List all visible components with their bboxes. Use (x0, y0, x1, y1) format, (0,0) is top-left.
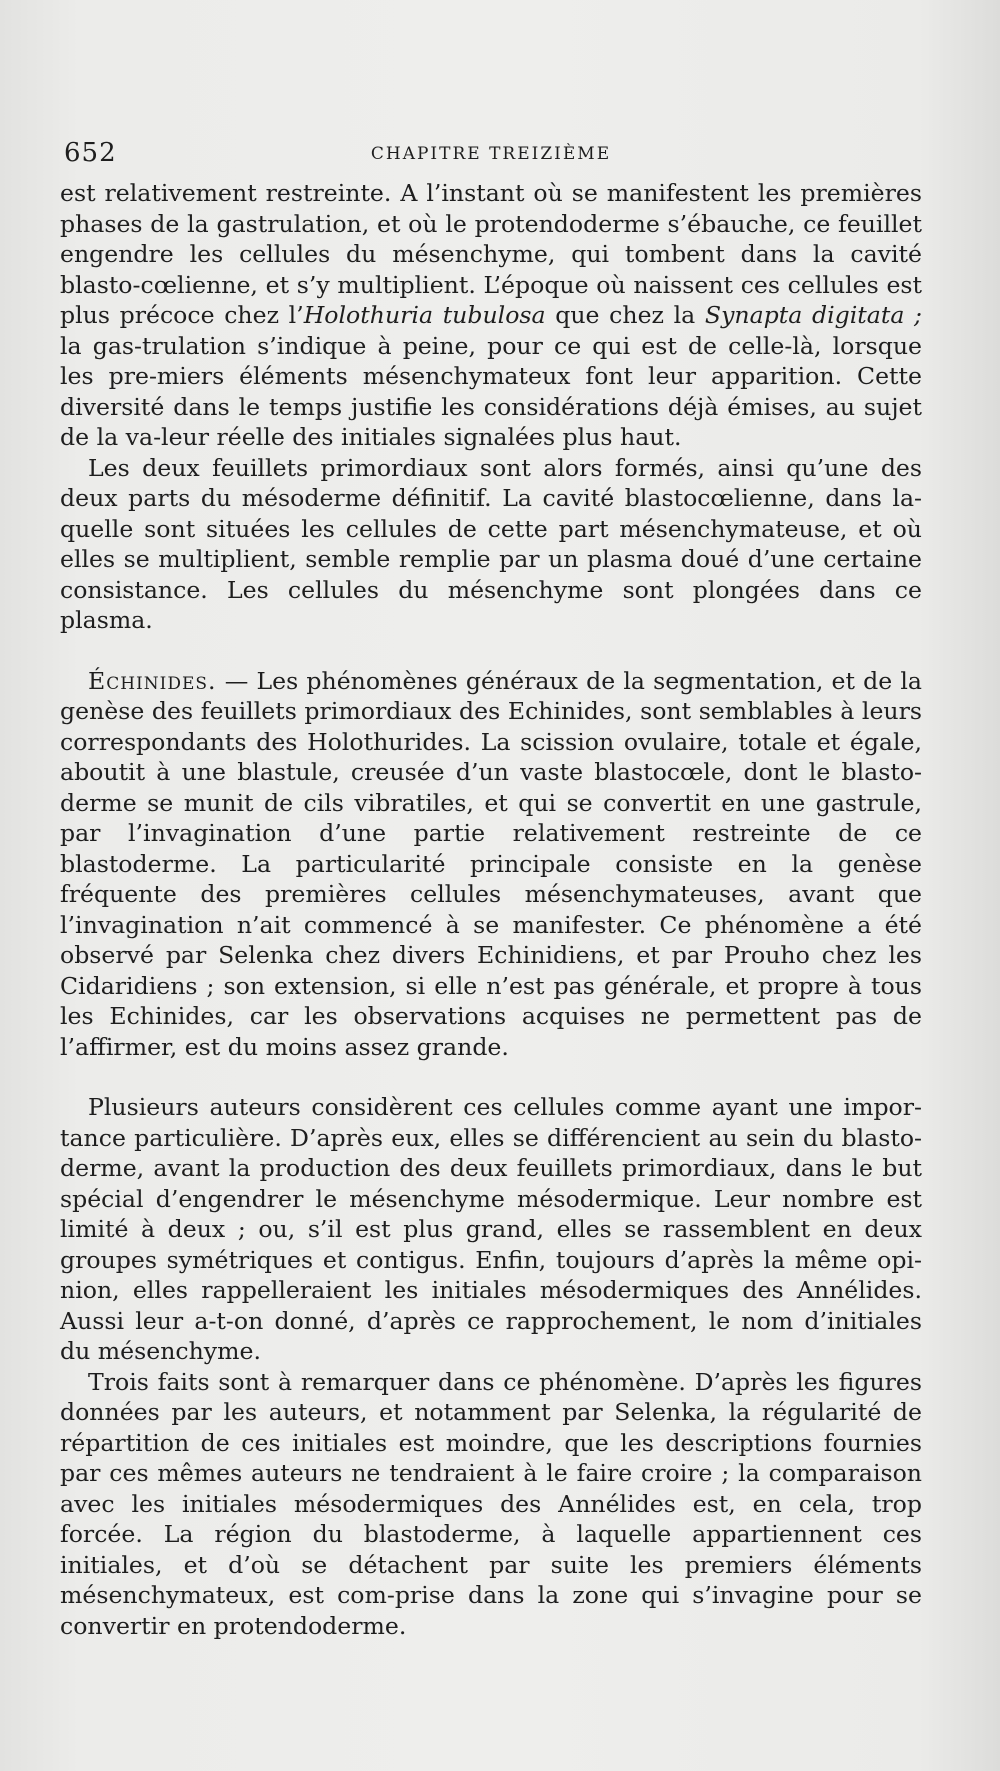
species-holothuria: Holothuria tubulosa (303, 301, 546, 329)
page-number: 652 (64, 138, 117, 168)
running-head: CHAPITRE TREIZIÈME (370, 144, 612, 164)
paragraph-3 (60, 666, 922, 1063)
page-header (60, 138, 922, 168)
section-heading-echinides: Échinides. (88, 666, 217, 695)
paragraph-2: Les deux feuillets primordiaux sont alors formés, ainsi qu’une des deux parts du mésoderme définitif. La cavité blastocœlienne, dans la-quelle sont situées les cellules de cette part mésenchymateuse, et où elles se multiplient, semble remplie par un plasma doué d’une certaine consistance. Les cellules du mésenchyme sont plongées dans ce plasma. (60, 453, 922, 634)
paragraph-1 (60, 178, 922, 453)
species-synapta: Synapta digitata ; (704, 301, 922, 329)
paragraph-3-text: — Les phénomènes généraux de la segmentation, et de la genèse des feuillets primordiaux des Echinides, sont semblables à leurs correspondants des Holothurides. La scission ovulaire, totale et égale, aboutit à une blastule, creusée d’un vaste blastocœle, dont le blasto-derme se munit de cils vibratiles, et qui se convertit en une gastrule, par l’invagination d’une partie relativement restreinte de ce blastoderme. La particularité principale consiste en la genèse fréquente des premières cellules mésenchymateuses, avant que l’invagination n’ait commencé à se manifester. Ce phénomène a été observé par Selenka chez divers Echinidiens, et par Prouho chez les Cidaridiens ; son extension, si elle n’est pas générale, et propre à tous les Echinides, car les observations acquises ne permettent pas de l’affirmer, est du moins assez grande. (60, 666, 922, 1061)
body-text (60, 178, 922, 1641)
paragraph-4: Plusieurs auteurs considèrent ces cellules comme ayant une impor-tance particulière. D’après eux, elles se différencient au sein du blasto-derme, avant la production des deux feuillets primordiaux, dans le but spécial d’engendrer le mésenchyme mésodermique. Leur nombre est limité à deux ; ou, s’il est plus grand, elles se rassemblent en deux groupes symétriques et contigus. Enfin, toujours d’après la même opi-nion, elles rappelleraient les initiales mésodermiques des Annélides. Aussi leur a-t-on donné, d’après ce rapprochement, le nom d’initiales du mésenchyme. (60, 1093, 922, 1365)
paragraph-1-part-a: est relativement restreinte. A l’instant où se manifestent les premières phases de la gastrulation, et où le protendoderme s’ébauche, ce feuillet engendre les cellules du mésenchyme, qui tombent dans la cavité blasto-cœlienne, et s’y multiplient. L’époque où naissent ces cellules est plus précoce chez l’ (60, 179, 922, 329)
paragraph-1-part-b: que chez la (545, 301, 705, 329)
paragraph-1-part-c: la gas-trulation s’indique à peine, pour ce qui est de celle-là, lorsque les pre-miers éléments mésenchymateux font leur apparition. Cette diversité dans le temps justifie les considérations déjà émises, au sujet de la va-leur réelle des initiales signalées plus haut. (60, 331, 922, 451)
paragraph-5: Trois faits sont à remarquer dans ce phénomène. D’après les figures données par les auteurs, et notamment par Selenka, la régularité de répartition de ces initiales est moindre, que les descriptions fournies par ces mêmes auteurs ne tendraient à le faire croire ; la comparaison avec les initiales mésodermiques des Annélides est, en cela, trop forcée. La région du blastoderme, à laquelle appartiennent ces initiales, et d’où se détachent par suite les premiers éléments mésenchymateux, est com-prise dans la zone qui s’invagine pour se convertir en protendoderme. (60, 1367, 922, 1640)
